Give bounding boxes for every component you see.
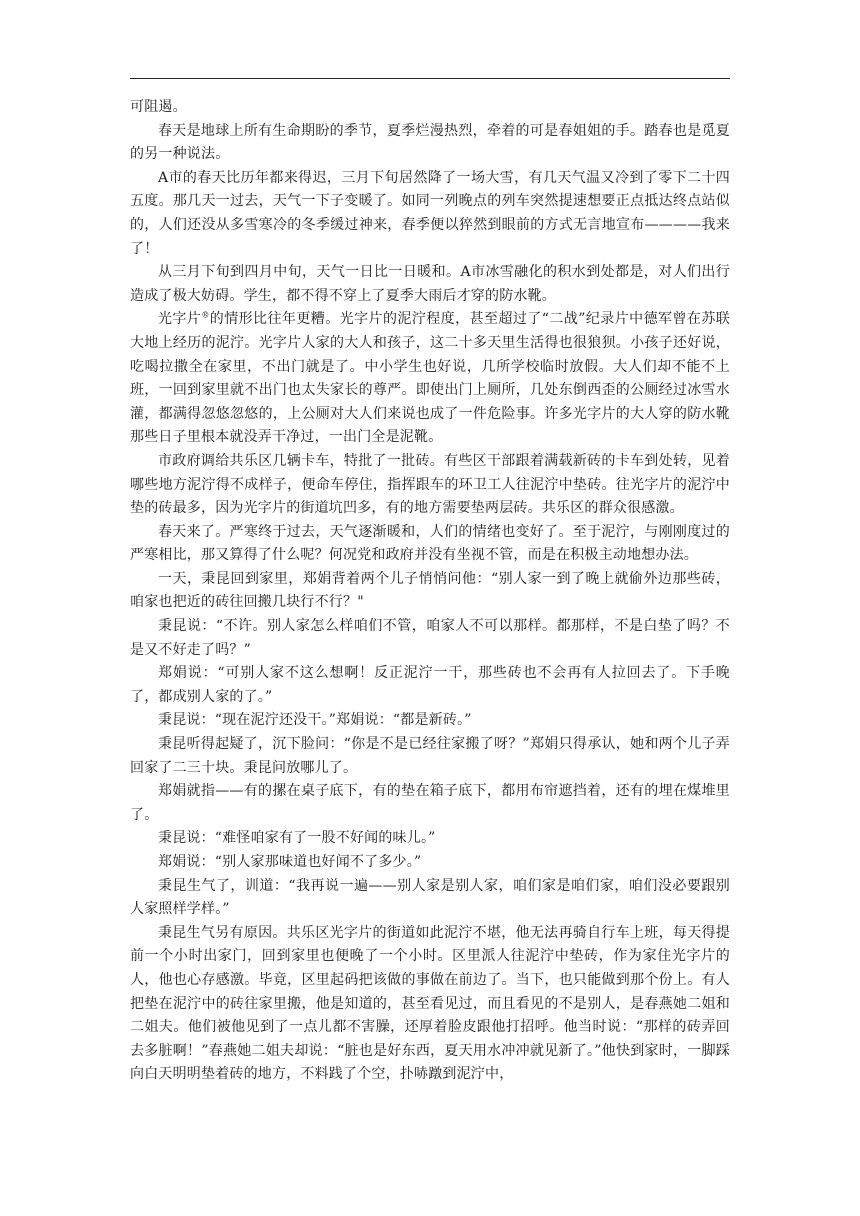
paragraph: 秉昆听得起疑了，沉下脸问：“你是不是已经往家搬了呀？”郑娟只得承认，她和两个儿子弄回家了二三十块。秉昆问放哪儿了。 (130, 736, 730, 776)
paragraph: 秉昆说：“不许。别人家怎么样咱们不管，咱家人不可以那样。都那样，不是白垫了吗？不是又不好走了吗？” (130, 618, 730, 658)
paragraph: 可阻遏。 (130, 99, 187, 115)
footnote-marker: ® (201, 310, 210, 320)
paragraph-with-footnote (130, 308, 730, 450)
paragraph: 郑娟就指——有的摞在桌子底下，有的垫在箱子底下，都用布帘遮挡着，还有的埋在煤堆里了。 (130, 783, 730, 823)
article-body (130, 96, 730, 1087)
paragraph: 市政府调给共乐区几辆卡车，特批了一批砖。有些区干部跟着满载新砖的卡车到处转，见着哪些地方泥泞得不成样子，便命车停住，指挥跟车的环卫工人往泥泞中垫砖。往光字片的泥泞中垫的砖最多，因为光字片的街道坑凹多，有的地方需要垫两层砖。共乐区的群众很感激。 (130, 452, 730, 517)
paragraph: 郑娟说：“可别人家不这么想啊！反正泥泞一干，那些砖也不会再有人拉回去了。下手晚了，都成别人家的了。” (130, 665, 730, 705)
paragraph: 秉昆生气另有原因。共乐区光字片的街道如此泥泞不堪，他无法再骑自行车上班，每天得提前一个小时出家门，回到家里也便晚了一个小时。区里派人往泥泞中垫砖，作为家住光字片的人，他也心存感激。毕竟，区里起码把该做的事做在前边了。当下，也只能做到那个份上。有人把垫在泥泞中的砖往家里搬，他是知道的，甚至看见过，而且看见的不是别人，是春燕她二姐和二姐夫。他们被他见到了一点儿都不害臊，还厚着脸皮跟他打招呼。他当时说：“那样的砖弄回去多脏啊！”春燕她二姐夫却说：“脏也是好东西，夏天用水冲冲就见新了。”他快到家时，一脚踩向白天明明垫着砖的地方，不料践了个空，扑哧蹾到泥泞中， (130, 924, 730, 1083)
paragraph: 春天来了。严寒终于过去，天气逐渐暖和，人们的情绪也变好了。至于泥泞，与刚刚度过的严寒相比，那又算得了什么呢？何况党和政府并没有坐视不管，而是在积极主动地想办法。 (130, 523, 730, 564)
paragraph: 春天是地球上所有生命期盼的季节，夏季烂漫热烈，牵着的可是春姐姐的手。踏春也是觅夏的另一种说法。 (130, 122, 730, 163)
header-rule (130, 78, 730, 79)
paragraph: 秉昆说：“难怪咱家有了一股不好闻的味儿。” (158, 830, 436, 847)
paragraph: 秉昆生气了，训道：“我再说一遍——别人家是别人家，咱们家是咱们家，咱们没必要跟别人家照样学样。” (130, 877, 730, 918)
paragraph: 郑娟说：“别人家那味道也好闻不了多少。” (158, 854, 422, 870)
paragraph-text: 的情形比往年更糟。光字片的泥泞程度，甚至超过了“二战”纪录片中德军曾在苏联大地上经历的泥泞。光字片人家的大人和孩子，这二十多天里生活得也很狼狈。小孩子还好说，吃喝拉撒全在家里，不出门就是了。中小学生也好说，几所学校临时放假。大人们却不能不上班，一回到家里就不出门也太失家长的尊严。即使出门上厕所，几处东倒西歪的公厕经过冰雪水灌，都满得忽悠忽悠的，上公厕对大人们来说也成了一件危险事。许多光字片的大人穿的防水靴那些日子里根本就没弄干净过，一出门全是泥靴。 (130, 311, 730, 446)
footnote-anchor-text: 光字片 (158, 311, 202, 328)
paragraph: 秉昆说：“现在泥泞还没干。”郑娟说：“都是新砖。” (158, 712, 472, 729)
paragraph: A市的春天比历年都来得迟，三月下旬居然降了一场大雪，有几天气温又冷到了零下二十四五度。那几天一过去，天气一下子变暖了。如同一列晚点的列车突然提速想要正点抵达终点站似的，人们还没从多雪寒冷的冬季缓过神来，春季便以猝然到眼前的方式无言地宣布————我来了！ (130, 169, 730, 257)
paragraph: 一天，秉昆回到家里，郑娟背着两个儿子悄悄问他：“别人家一到了晚上就偷外边那些砖，咱家也把近的砖往回搬几块行不行？" (130, 570, 730, 611)
paragraph: 从三月下旬到四月中旬，天气一日比一日暖和。A市冰雪融化的积水到处都是，对人们出行造成了极大妨碍。学生，都不得不穿上了夏季大雨后才穿的防水靴。 (130, 264, 730, 304)
